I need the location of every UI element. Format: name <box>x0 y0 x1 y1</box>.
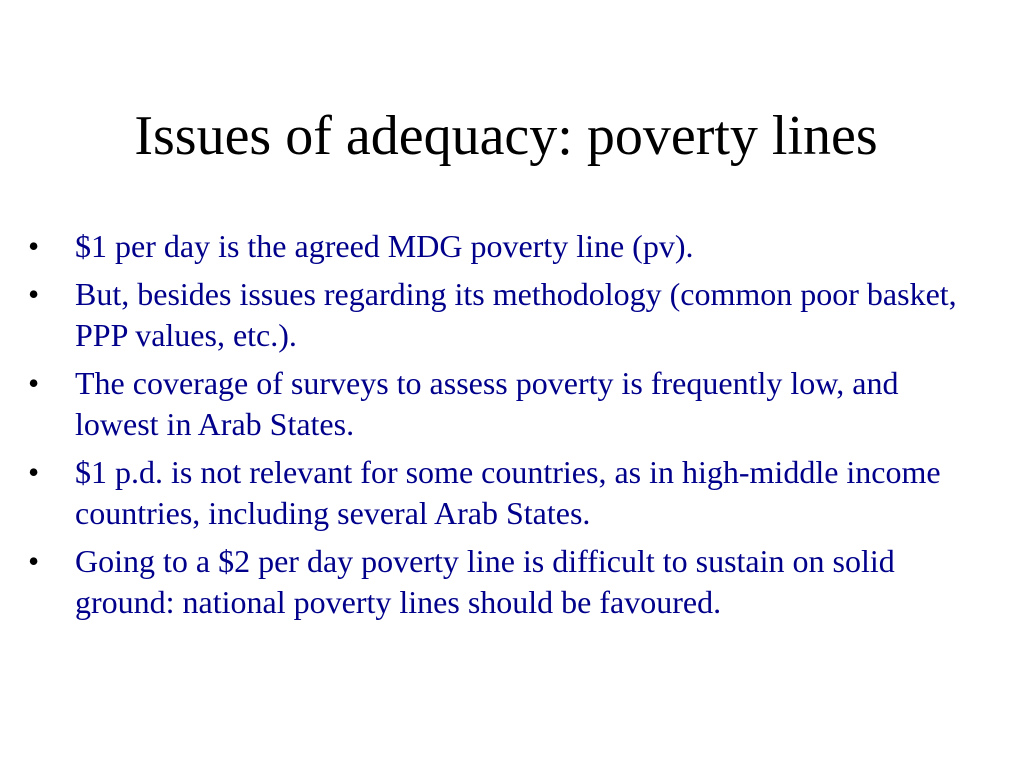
bullet-item <box>28 452 978 534</box>
bullet-icon: • <box>28 365 40 401</box>
bullet-icon: • <box>28 276 40 312</box>
bullet-list <box>28 226 978 630</box>
bullet-item <box>28 274 978 356</box>
bullet-item <box>28 363 978 445</box>
bullet-icon: • <box>28 228 40 264</box>
bullet-icon: • <box>28 454 40 490</box>
bullet-text: But, besides issues regarding its methodology (common poor basket, PPP values, etc.). <box>75 276 957 353</box>
bullet-icon: • <box>28 543 40 579</box>
bullet-text: $1 p.d. is not relevant for some countries, as in high-middle income countries, including several Arab States. <box>75 454 941 531</box>
bullet-text: The coverage of surveys to assess poverty is frequently low, and lowest in Arab States. <box>75 365 899 442</box>
bullet-item <box>28 541 978 623</box>
slide-title: Issues of adequacy: poverty lines <box>134 105 878 167</box>
bullet-item <box>28 226 978 267</box>
bullet-text: Going to a $2 per day poverty line is difficult to sustain on solid ground: national poverty lines should be favoured. <box>75 543 895 620</box>
bullet-text: $1 per day is the agreed MDG poverty line (pv). <box>75 228 694 264</box>
